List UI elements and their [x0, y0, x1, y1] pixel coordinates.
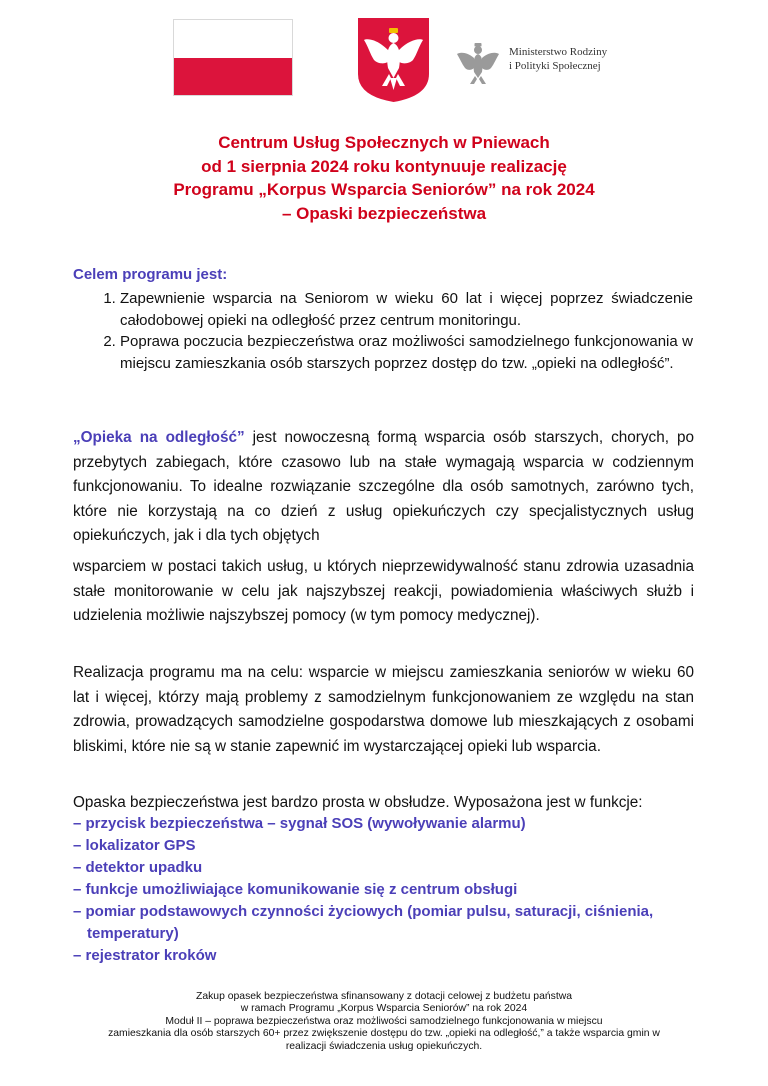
footer-line-1: Zakup opasek bezpieczeństwa sfinansowany z dotacji celowej z budżetu państwa: [195, 991, 572, 1002]
function-item: – funkcje umożliwiające komunikowanie się z centrum obsługi: [73, 881, 518, 898]
remote-care-text: jest nowoczesną formą wsparcia osób starszych, chorych, po przebytych zabiegach, które czasowo lub na stałe wymagają wsparcia w codziennym funkcjonowaniu. To idealne rozwiązanie szczególne dla osób samotnych, zarówno tych, które nie korzystają na co dzień z usług opiekuńczych czy specjalistycznych usług opiekuńczych, jak i dla tych objętych: [73, 429, 694, 544]
ministry-logo: [455, 38, 625, 88]
funding-footer: [60, 991, 708, 1053]
footer-line-4: zamieszkania dla osób starszych 60+ przez zwiększenie dostępu do tzw. „opieki na odległość,” a także wsparcia gmin w: [108, 1028, 660, 1040]
functions-intro: Opaska bezpieczeństwa jest bardzo prosta w obsłudze. Wyposażona jest w funkcje:: [73, 794, 643, 811]
ministry-name-line1: Ministerstwo Rodziny: [509, 46, 608, 58]
polish-eagle-emblem: [356, 16, 431, 104]
title-line-3: Programu „Korpus Wsparcia Seniorów” na rok 2024: [173, 180, 595, 199]
title-line-2: od 1 sierpnia 2024 roku kontynuuje realizację: [201, 156, 567, 176]
polish-flag: [173, 19, 293, 96]
function-item: – pomiar podstawowych czynności życiowych (pomiar pulsu, saturacji, ciśnienia, temperatury): [73, 903, 654, 942]
footer-line-5: realizacji świadczenia usług opiekuńczych.: [285, 1040, 483, 1052]
ministry-name-line2: i Polityki Społecznej: [509, 60, 601, 72]
title-line-1: Centrum Usług Społecznych w Pniewach: [218, 133, 550, 152]
page-title: [0, 131, 768, 225]
footer-line-2: w ramach Programu „Korpus Wsparcia Seniorów” na rok 2024: [240, 1003, 528, 1015]
goal-item-1: 1. Zapewnienie wsparcia na Seniorom w wieku 60 lat i więcej poprzez świadczenie całodobowej opieki na odległość przez centrum monitoringu.: [120, 288, 693, 331]
function-item: – rejestrator kroków: [73, 947, 217, 964]
function-item: – lokalizator GPS: [73, 837, 196, 854]
paragraph-remote-care: [73, 426, 694, 549]
eagle-icon: [455, 40, 501, 86]
paragraph-monitoring: wsparciem w postaci takich usług, u których nieprzewidywalność stanu zdrowia uzasadnia stałe monitorowanie w celu jak najszybszej reakcji, powiadomienia właściwych służb i udzielenia możliwie najszybszej pomocy (w tym pomocy medycznej).: [73, 558, 694, 624]
title-line-4: – Opaski bezpieczeństwa: [281, 203, 487, 223]
goal-item-2: 2. Poprawa poczucia bezpieczeństwa oraz możliwości samodzielnego funkcjonowania w miejscu zamieszkania osób starszych poprzez dostęp do tzw. „opieki na odległość”.: [120, 331, 693, 374]
footer-line-3: Moduł II – poprawa bezpieczeństwa oraz możliwości samodzielnego funkcjonowania w miejscu: [165, 1015, 603, 1027]
function-item: – detektor upadku: [73, 859, 203, 876]
goals-list: [73, 288, 693, 374]
goals-heading: Celem programu jest:: [73, 266, 228, 283]
paragraph-program-aim: Realizacja programu ma na celu: wsparcie w miejscu zamieszkania seniorów w wieku 60 lat i więcej, którzy mają problemy z samodzielnym funkcjonowaniem ze względu na stan zdrowia, prowadzących samodzielne gospodarstwa domowe lub mieszkających z osobami bliskimi, które nie są w stanie zapewnić im wystarczającej opieki lub wsparcia.: [73, 664, 694, 755]
remote-care-term: „Opieka na odległość”: [73, 429, 245, 446]
functions-list: [73, 813, 703, 967]
function-item: – przycisk bezpieczeństwa – sygnał SOS (wywoływanie alarmu): [73, 815, 526, 832]
